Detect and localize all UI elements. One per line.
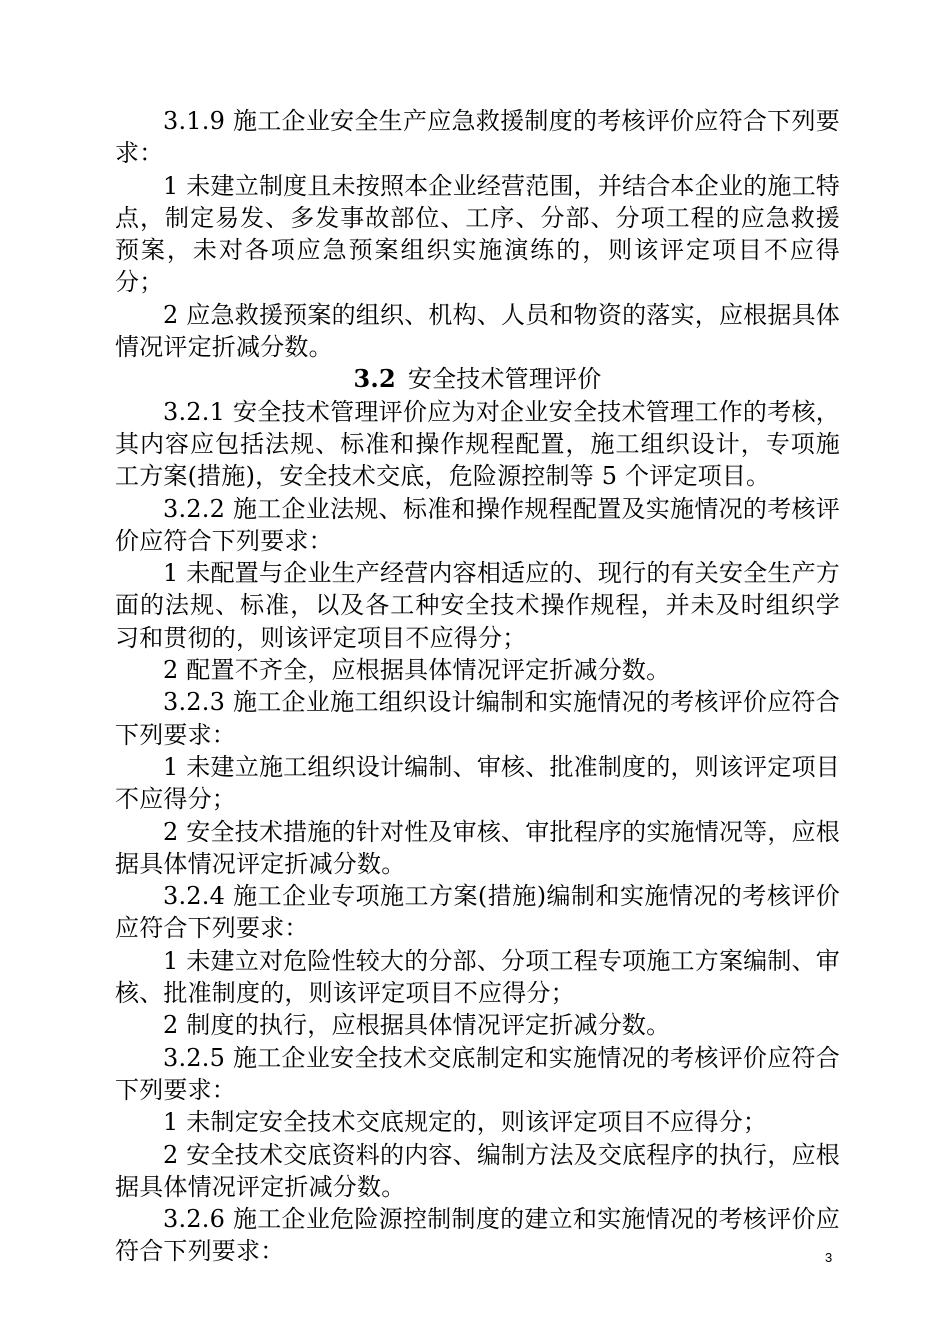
paragraph: 1 未建立对危险性较大的分部、分项工程专项施工方案编制、审核、批准制度的，则该评定项目不应得分； [115, 946, 840, 1008]
paragraph: 1 未建立制度且未按照本企业经营范围，并结合本企业的施工特点，制定易发、多发事故部位、工序、分部、分项工程的应急救援预案，未对各项应急预案组织实施演练的，则该评定项目不应得分； [115, 171, 840, 297]
paragraph: 3.2.2 施工企业法规、标准和操作规程配置及实施情况的考核评价应符合下列要求： [115, 494, 840, 555]
paragraph: 3.2.5 施工企业安全技术交底制定和实施情况的考核评价应符合下列要求： [115, 1043, 840, 1104]
paragraph: 2 安全技术交底资料的内容、编制方法及交底程序的执行，应根据具体情况评定折减分数。 [115, 1140, 840, 1201]
section-heading [115, 363, 840, 395]
paragraph: 2 安全技术措施的针对性及审核、审批程序的实施情况等，应根据具体情况评定折减分数。 [115, 817, 840, 878]
paragraph: 2 制度的执行，应根据具体情况评定折减分数。 [163, 1011, 671, 1040]
page-number: 3 [825, 1250, 833, 1265]
paragraph: 3.2.1 安全技术管理评价应为对企业安全技术管理工作的考核，其内容应包括法规、标准和操作规程配置，施工组织设计，专项施工方案(措施)，安全技术交底，危险源控制等 5 个评定项目。 [115, 397, 840, 491]
section-number: 3.2 [353, 364, 396, 394]
paragraph: 3.2.3 施工企业施工组织设计编制和实施情况的考核评价应符合下列要求： [115, 688, 840, 749]
paragraph: 1 未建立施工组织设计编制、审核、批准制度的，则该评定项目不应得分； [115, 752, 840, 814]
paragraph: 3.2.4 施工企业专项施工方案(措施)编制和实施情况的考核评价应符合下列要求： [115, 882, 840, 943]
paragraph: 1 未制定安全技术交底规定的，则该评定项目不应得分； [163, 1108, 768, 1137]
document-body [115, 105, 840, 1268]
paragraph: 3.1.9 施工企业安全生产应急救援制度的考核评价应符合下列要求： [115, 107, 840, 168]
paragraph: 1 未配置与企业生产经营内容相适应的、现行的有关安全生产方面的法规、标准，以及各工种安全技术操作规程，并未及时组织学习和贯彻的，则该评定项目不应得分； [115, 559, 840, 652]
paragraph: 2 应急救援预案的组织、机构、人员和物资的落实，应根据具体情况评定折减分数。 [115, 300, 840, 362]
paragraph: 2 配置不齐全，应根据具体情况评定折减分数。 [163, 656, 671, 685]
section-title: 安全技术管理评价 [407, 365, 602, 394]
paragraph: 3.2.6 施工企业危险源控制制度的建立和实施情况的考核评价应符合下列要求： [115, 1205, 840, 1266]
